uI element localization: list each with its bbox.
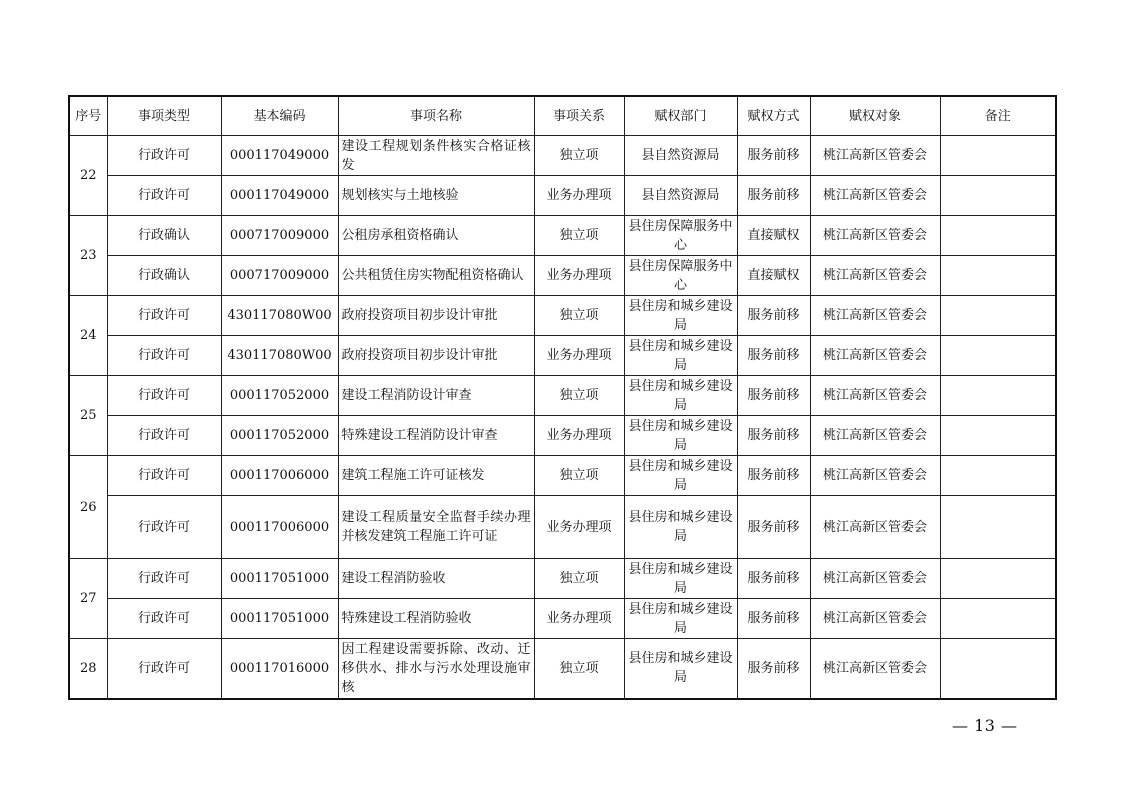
name-cell: 公共租赁住房实物配租资格确认 [338,256,534,296]
target-cell: 桃江高新区管委会 [810,496,940,559]
table-row [69,176,1056,216]
code-cell: 000117051000 [221,559,338,599]
method-cell: 服务前移 [737,136,810,176]
target-cell: 桃江高新区管委会 [810,176,940,216]
header-target: 赋权对象 [810,96,940,136]
code-cell: 000117006000 [221,496,338,559]
name-cell: 政府投资项目初步设计审批 [338,296,534,336]
target-cell: 桃江高新区管委会 [810,639,940,699]
dept-cell: 县住房和城乡建设局 [624,639,737,699]
type-cell: 行政许可 [107,416,221,456]
name-cell: 政府投资项目初步设计审批 [338,336,534,376]
relation-cell: 独立项 [534,639,624,699]
type-cell: 行政许可 [107,376,221,416]
seq-cell: 27 [69,559,107,639]
method-cell: 服务前移 [737,296,810,336]
type-cell: 行政许可 [107,336,221,376]
relation-cell: 独立项 [534,456,624,496]
code-cell: 000117052000 [221,376,338,416]
dept-cell: 县住房保障服务中心 [624,216,737,256]
dept-cell: 县住房和城乡建设局 [624,496,737,559]
name-cell: 规划核实与土地核验 [338,176,534,216]
table-row [69,296,1056,336]
relation-cell: 业务办理项 [534,176,624,216]
header-row [69,96,1056,136]
type-cell: 行政许可 [107,559,221,599]
relation-cell: 业务办理项 [534,336,624,376]
name-cell: 建设工程质量安全监督手续办理并核发建筑工程施工许可证 [338,496,534,559]
type-cell: 行政许可 [107,496,221,559]
remark-cell [940,416,1056,456]
table-row [69,456,1056,496]
remark-cell [940,256,1056,296]
table-header [69,96,1056,136]
table-row [69,136,1056,176]
method-cell: 服务前移 [737,559,810,599]
name-cell: 建筑工程施工许可证核发 [338,456,534,496]
remark-cell [940,176,1056,216]
target-cell: 桃江高新区管委会 [810,136,940,176]
seq-cell: 24 [69,296,107,376]
type-cell: 行政许可 [107,136,221,176]
name-cell: 特殊建设工程消防设计审查 [338,416,534,456]
type-cell: 行政许可 [107,599,221,639]
target-cell: 桃江高新区管委会 [810,456,940,496]
relation-cell: 业务办理项 [534,256,624,296]
target-cell: 桃江高新区管委会 [810,336,940,376]
remark-cell [940,296,1056,336]
table-row [69,496,1056,559]
dept-cell: 县住房和城乡建设局 [624,416,737,456]
dept-cell: 县住房和城乡建设局 [624,456,737,496]
target-cell: 桃江高新区管委会 [810,376,940,416]
table-row [69,376,1056,416]
remark-cell [940,599,1056,639]
header-remark: 备注 [940,96,1056,136]
seq-cell: 25 [69,376,107,456]
table-row [69,336,1056,376]
name-cell: 因工程建设需要拆除、改动、迁移供水、排水与污水处理设施审核 [338,639,534,699]
code-cell: 000117052000 [221,416,338,456]
table-row [69,599,1056,639]
target-cell: 桃江高新区管委会 [810,559,940,599]
remark-cell [940,639,1056,699]
header-code: 基本编码 [221,96,338,136]
code-cell: 000117006000 [221,456,338,496]
relation-cell: 业务办理项 [534,416,624,456]
header-seq: 序号 [69,96,107,136]
method-cell: 服务前移 [737,639,810,699]
dept-cell: 县自然资源局 [624,136,737,176]
name-cell: 建设工程消防验收 [338,559,534,599]
remark-cell [940,336,1056,376]
type-cell: 行政许可 [107,639,221,699]
type-cell: 行政许可 [107,296,221,336]
target-cell: 桃江高新区管委会 [810,599,940,639]
table-row [69,559,1056,599]
code-cell: 000117049000 [221,136,338,176]
method-cell: 服务前移 [737,376,810,416]
method-cell: 服务前移 [737,496,810,559]
dept-cell: 县自然资源局 [624,176,737,216]
dept-cell: 县住房和城乡建设局 [624,296,737,336]
relation-cell: 独立项 [534,559,624,599]
type-cell: 行政许可 [107,456,221,496]
relation-cell: 独立项 [534,376,624,416]
name-cell: 建设工程消防设计审查 [338,376,534,416]
seq-cell: 28 [69,639,107,699]
method-cell: 服务前移 [737,176,810,216]
type-cell: 行政确认 [107,216,221,256]
remark-cell [940,496,1056,559]
code-cell: 430117080W00 [221,296,338,336]
remark-cell [940,136,1056,176]
code-cell: 000117051000 [221,599,338,639]
name-cell: 建设工程规划条件核实合格证核发 [338,136,534,176]
name-cell: 公租房承租资格确认 [338,216,534,256]
target-cell: 桃江高新区管委会 [810,216,940,256]
header-type: 事项类型 [107,96,221,136]
remark-cell [940,216,1056,256]
name-cell: 特殊建设工程消防验收 [338,599,534,639]
page-number: — 13 — [952,716,1018,735]
target-cell: 桃江高新区管委会 [810,416,940,456]
method-cell: 服务前移 [737,599,810,639]
method-cell: 服务前移 [737,456,810,496]
target-cell: 桃江高新区管委会 [810,296,940,336]
relation-cell: 独立项 [534,136,624,176]
seq-cell: 26 [69,456,107,559]
table-row [69,416,1056,456]
relation-cell: 独立项 [534,296,624,336]
method-cell: 直接赋权 [737,256,810,296]
method-cell: 服务前移 [737,416,810,456]
table-row [69,216,1056,256]
code-cell: 000717009000 [221,256,338,296]
authorization-table [68,95,1057,700]
dept-cell: 县住房和城乡建设局 [624,599,737,639]
dept-cell: 县住房和城乡建设局 [624,559,737,599]
table-row [69,256,1056,296]
seq-cell: 23 [69,216,107,296]
code-cell: 000117016000 [221,639,338,699]
code-cell: 430117080W00 [221,336,338,376]
code-cell: 000117049000 [221,176,338,216]
remark-cell [940,456,1056,496]
table-row [69,639,1056,699]
header-method: 赋权方式 [737,96,810,136]
header-dept: 赋权部门 [624,96,737,136]
header-relation: 事项关系 [534,96,624,136]
dept-cell: 县住房和城乡建设局 [624,376,737,416]
dept-cell: 县住房保障服务中心 [624,256,737,296]
remark-cell [940,376,1056,416]
relation-cell: 业务办理项 [534,599,624,639]
relation-cell: 业务办理项 [534,496,624,559]
method-cell: 服务前移 [737,336,810,376]
dept-cell: 县住房和城乡建设局 [624,336,737,376]
seq-cell: 22 [69,136,107,216]
code-cell: 000717009000 [221,216,338,256]
type-cell: 行政确认 [107,256,221,296]
type-cell: 行政许可 [107,176,221,216]
relation-cell: 独立项 [534,216,624,256]
method-cell: 直接赋权 [737,216,810,256]
header-name: 事项名称 [338,96,534,136]
table-body [69,136,1056,699]
remark-cell [940,559,1056,599]
target-cell: 桃江高新区管委会 [810,256,940,296]
